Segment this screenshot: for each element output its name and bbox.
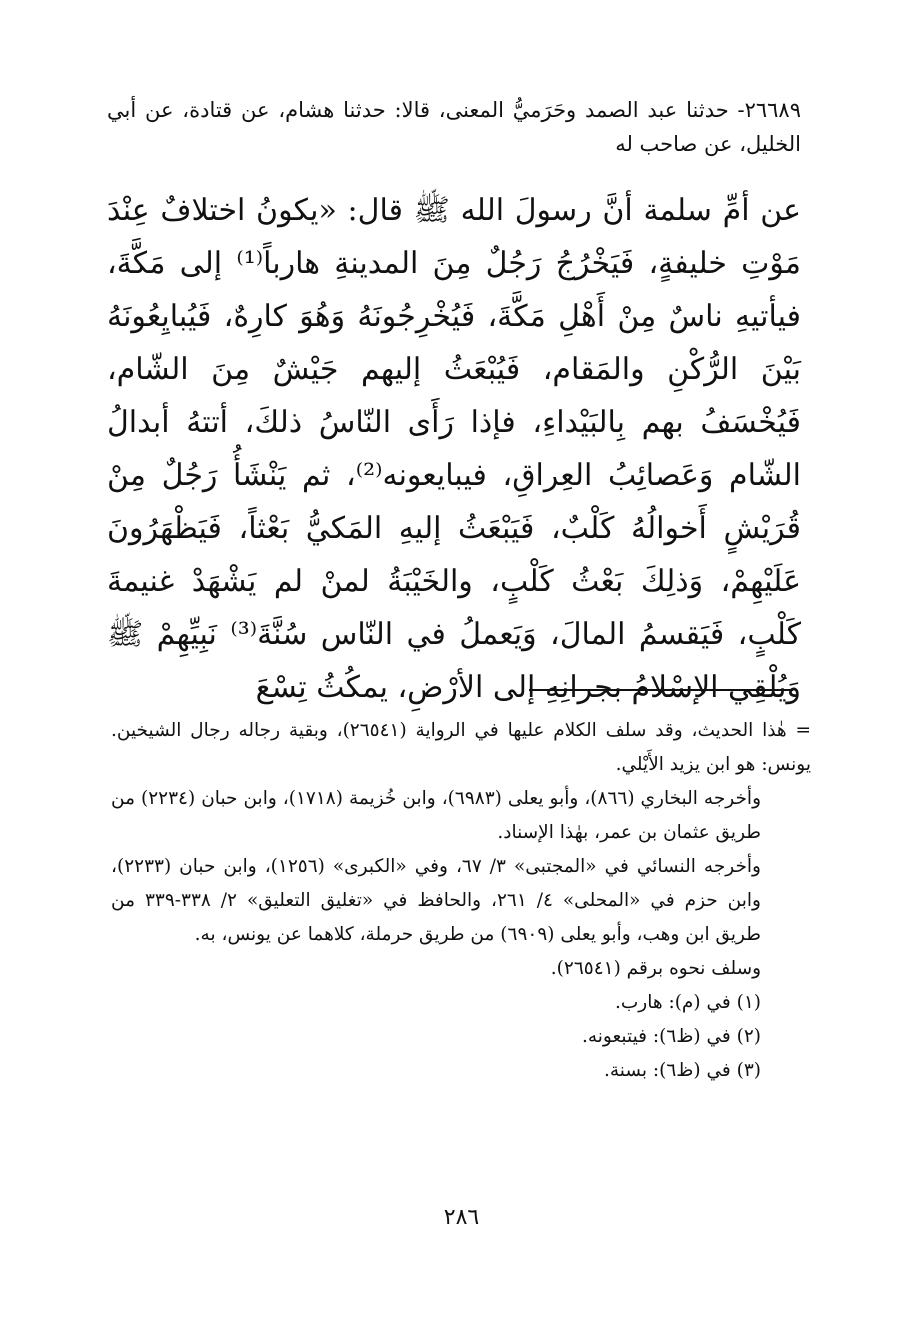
footnote-continuation: = هٰذا الحديث، وقد سلف الكلام عليها في الرواية (٢٦٥٤١)، وبقية رجاله رجال الشيخين. يونس: هو ابن يزيد الأَيْلي.	[111, 720, 811, 775]
footnote-2: (٢) في (ظ٦): فيتبعونه.	[581, 1026, 761, 1047]
footnote-3: (٣) في (ظ٦): بسنة.	[603, 1060, 761, 1081]
footnote-takhrij-1: وأخرجه البخاري (٨٦٦)، وأبو يعلى (٦٩٨٣)، وابن خُزيمة (١٧١٨)، وابن حبان (٢٢٣٤) من طريق عثمان بن عمر، بهٰذا الإسناد.	[111, 788, 761, 843]
footnote-1: (١) في (م): هارب.	[614, 992, 761, 1013]
footnote-takhrij-2: وأخرجه النسائي في «المجتبى» ٣/ ٦٧، وفي «الكبرى» (١٢٥٦)، وابن حبان (٢٢٣٣)، وابن حزم في «المحلى» ٤/ ٢٦١، والحافظ في «تغليق التعليق» ٢/ ٣٣٨-٣٣٩ من طريق ابن وهب، وأبو يعلى (٦٩٠٩) من طريق حرملة، كلاهما عن يونس، به.	[111, 856, 761, 945]
footnote-separator	[529, 689, 793, 691]
footnote-salaf: وسلف نحوه برقم (٢٦٥٤١).	[550, 958, 761, 979]
hadith-isnad: ٢٦٦٨٩- حدثنا عبد الصمد وحَرَميُّ المعنى، قالا: حدثنا هشام، عن قتادة، عن أبي الخليل، عن صاحب له	[107, 98, 801, 156]
hadith-matn: عن أمِّ سلمة أنَّ رسولَ الله ﷺ قال: «يكونُ اختلافٌ عِنْدَ مَوْتِ خليفةٍ، فَيَخْرُجُ رَجُلٌ مِنَ المدينةِ هارباً⁽¹⁾ إلى مَكَّةَ، فيأتيهِ ناسٌ مِنْ أَهْلِ مَكَّةَ، فَيُخْرِجُونَهُ وَهُوَ كارِهٌ، فَيُبايِعُونَهُ بَيْنَ الرُّكْنِ والمَقام، فَيُبْعَثُ إليهم جَيْشٌ مِنَ الشّام، فَيُخْسَفُ بهم بِالبَيْداءِ، فإذا رَأَى النّاسُ ذلكَ، أتتهُ أبدالُ الشّام وَعَصائِبُ العِراقِ، فيبايعونه⁽²⁾، ثم يَنْشَأُ رَجُلٌ مِنْ قُرَيْشٍ أَخوالُهُ كَلْبٌ، فَيَبْعَثُ إليهِ المَكيُّ بَعْثاً، فَيَظْهَرُونَ عَلَيْهِمْ، وَذلِكَ بَعْثُ كَلْبٍ، والخَيْبَةُ لمنْ لم يَشْهَدْ غنيمةَ كَلْبٍ، فَيَقسمُ المالَ، وَيَعملُ في النّاس سُنَّةَ⁽³⁾ نَبِيِّهِمْ ﷺ وَيُلْقِي الإسْلامُ بجرانِهِ إلى الأرْضِ، يمكُثُ تِسْعَ	[107, 193, 801, 705]
page-number: ٢٨٦	[443, 1205, 480, 1230]
footnotes	[111, 714, 811, 1088]
